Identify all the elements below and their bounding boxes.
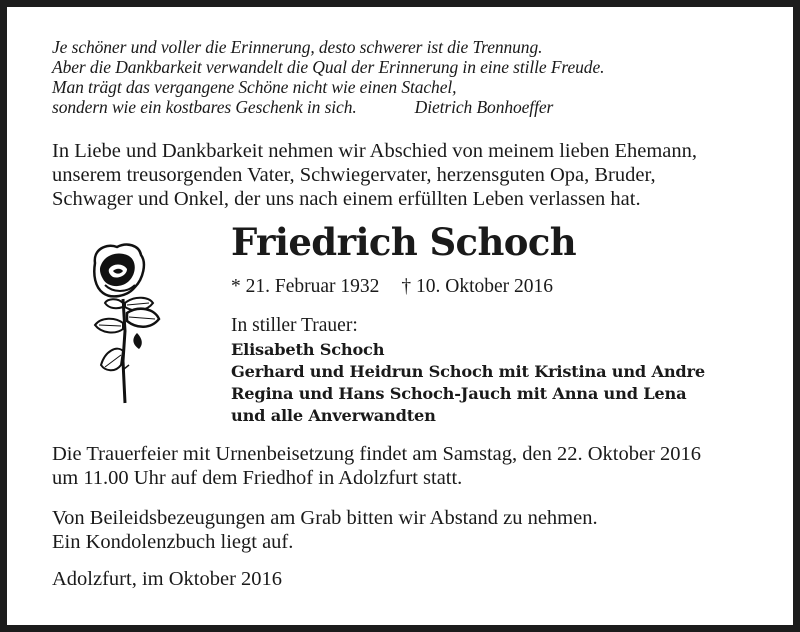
mourner-line: Regina und Hans Schoch-Jauch mit Anna und Lena: [231, 384, 687, 403]
quote-line: Aber die Dankbarkeit verwandelt die Qual der Erinnerung in eine stille Freude.: [52, 57, 605, 77]
mourner-line: Elisabeth Schoch: [231, 340, 385, 359]
death-date: † 10. Oktober 2016: [401, 276, 554, 297]
mourner-line: Gerhard und Heidrun Schoch mit Kristina und Andre: [231, 362, 705, 381]
condolence-line: Von Beileidsbezeugungen am Grab bitten wir Abstand zu nehmen.: [52, 507, 598, 529]
intro-line: In Liebe und Dankbarkeit nehmen wir Abschied von meinem lieben Ehemann,: [52, 140, 697, 162]
ceremony-info: [52, 442, 701, 490]
place-date: Adolzfurt, im Oktober 2016: [52, 568, 283, 590]
intro-line: Schwager und Onkel, der uns nach einem erfüllten Leben verlassen hat.: [52, 188, 641, 210]
quote-author: Dietrich Bonhoeffer: [414, 97, 554, 117]
quote-line: Je schöner und voller die Erinnerung, desto schwerer ist die Trennung.: [52, 37, 543, 57]
quote-line: Man trägt das vergangene Schöne nicht wie einen Stachel,: [52, 77, 457, 97]
mourner-line: und alle Anverwandten: [231, 406, 436, 425]
mourners-label: In stiller Trauer:: [231, 315, 358, 336]
birth-date: * 21. Februar 1932: [231, 276, 380, 297]
ceremony-line: um 11.00 Uhr auf dem Friedhof in Adolzfurt statt.: [52, 467, 463, 489]
obituary-notice: [7, 7, 793, 625]
life-dates: [231, 275, 553, 299]
mourners-list: [231, 339, 705, 427]
condolence-line: Ein Kondolenzbuch liegt auf.: [52, 531, 294, 553]
intro-line: unserem treusorgenden Vater, Schwiegervater, herzensguten Opa, Bruder,: [52, 164, 656, 186]
quote-line-text: sondern wie ein kostbares Geschenk in sich.: [52, 97, 357, 117]
quote-line-last: [52, 97, 604, 117]
quote-block: [52, 37, 604, 117]
ceremony-line: Die Trauerfeier mit Urnenbeisetzung findet am Samstag, den 22. Oktober 2016: [52, 443, 702, 465]
condolence-info: [52, 506, 598, 554]
intro-paragraph: [52, 139, 697, 211]
rose-icon: [83, 241, 163, 406]
deceased-name: Friedrich Schoch: [231, 220, 577, 264]
